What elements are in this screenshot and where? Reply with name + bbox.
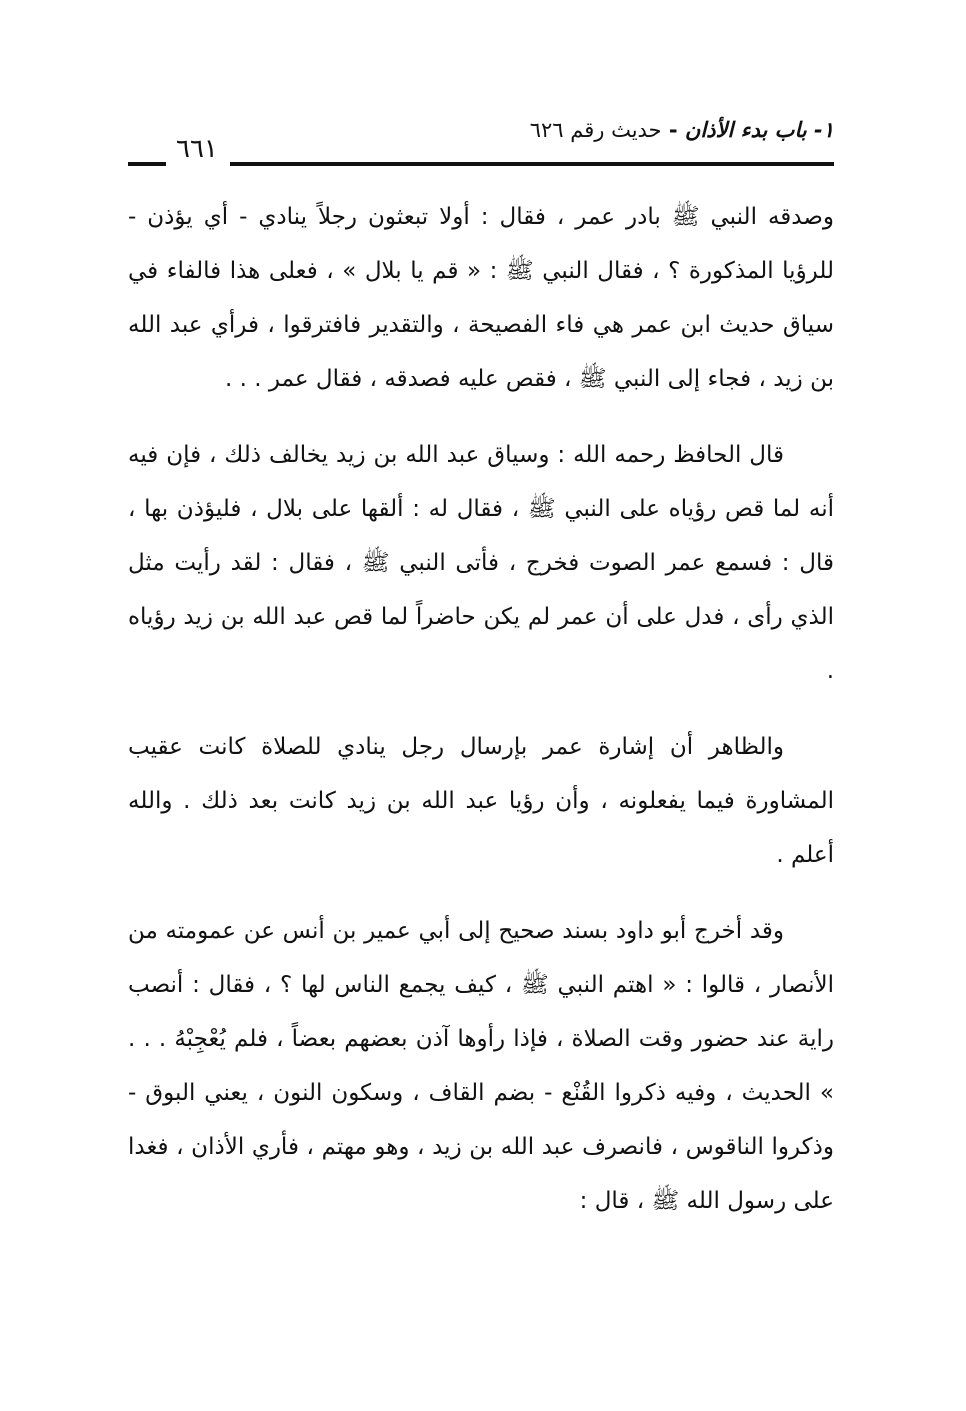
header-separator: - [661, 118, 685, 142]
header-title [530, 118, 834, 142]
chapter-title: ١- باب بدء الأذان [684, 118, 834, 142]
paragraph-2: قال الحافظ رحمه الله : وسياق عبد الله بن زيد يخالف ذلك ، فإن فيه أنه لما قص رؤياه على النبي ﷺ ، فقال له : ألقها على بلال ، فليؤذن بها ، قال : فسمع عمر الصوت فخرج ، فأتى النبي ﷺ ، فقال : لقد رأيت مثل الذي رأى ، فدل على أن عمر لم يكن حاضراً لما قص عبد الله بن زيد رؤياه . [128, 442, 834, 684]
page-number: ٦٦١ [176, 134, 218, 164]
paragraph-3: والظاهر أن إشارة عمر بإرسال رجل ينادي للصلاة كانت عقيب المشاورة فيما يفعلونه ، وأن رؤيا عبد الله بن زيد كانت بعد ذلك . والله أعلم . [128, 734, 834, 868]
paragraph-1: وصدقه النبي ﷺ بادر عمر ، فقال : أولا تبعثون رجلاً ينادي - أي يؤذن - للرؤيا المذكورة ؟ ، فقال النبي ﷺ : « قم يا بلال » ، فعلى هذا فالفاء في سياق حديث ابن عمر هي فاء الفصيحة ، والتقدير فافترقوا ، فرأي عبد الله بن زيد ، فجاء إلى النبي ﷺ ، فقص عليه فصدقه ، فقال عمر . . . [128, 204, 834, 392]
hadith-number: حديث رقم ٦٢٦ [529, 118, 662, 142]
header-rule-short [128, 162, 166, 166]
paragraph-4: وقد أخرج أبو داود بسند صحيح إلى أبي عمير بن أنس عن عمومته من الأنصار ، قالوا : « اهتم النبي ﷺ ، كيف يجمع الناس لها ؟ ، فقال : أنصب راية عند حضور وقت الصلاة ، فإذا رأوها آذن بعضهم بعضاً ، فلم يُعْجِبْهُ . . . » الحديث ، وفيه ذكروا القُنْع - بضم القاف ، وسكون النون ، يعني البوق - وذكروا الناقوس ، فانصرف عبد الله بن زيد ، وهو مهتم ، فأري الأذان ، فغدا على رسول الله ﷺ ، قال : [128, 918, 834, 1214]
running-header [128, 110, 834, 170]
body-text [128, 190, 834, 1250]
header-rule [230, 162, 834, 166]
